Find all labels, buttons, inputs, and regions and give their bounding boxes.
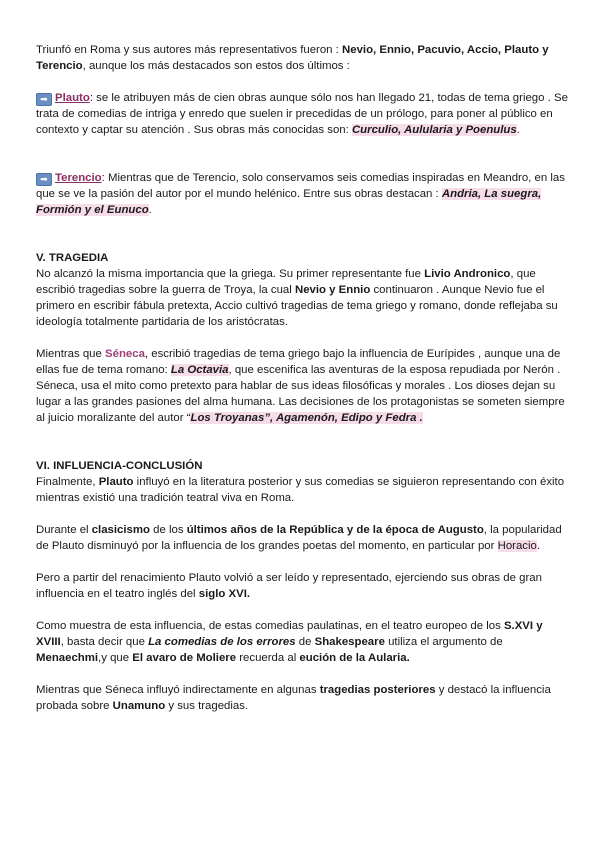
tragedia-paragraph-3 <box>36 378 568 426</box>
bold-term: siglo XVI. <box>198 588 251 600</box>
text: No alcanzó la misma importancia que la griega. Su primer representante fue <box>36 268 425 280</box>
text: , aunque los más destacados son estos dos últimos : <box>82 60 350 72</box>
bold-term: clasicismo <box>91 524 150 536</box>
influencia-paragraph-3 <box>36 570 568 602</box>
text: , escribió tragedias de tema griego bajo la influencia de Eurípides , aunque una de ellas fue de tema romano: <box>36 348 561 376</box>
octavia-title: La Octavia <box>170 364 229 376</box>
text: Pero a partir del renacimiento Plauto volvió a ser leído y representado, ejerciendo sus obras de gran influencia en el teatro inglés del <box>36 572 542 600</box>
influencia-paragraph-5 <box>36 682 568 714</box>
bold-term: últimos años de la República y de la época de Augusto <box>186 524 484 536</box>
bold-term: Nevio y Ennio <box>294 284 371 296</box>
text: , la popularidad de Plauto disminuyó por la influencia de los grandes poetas del momento, en particular por <box>36 524 562 552</box>
text: de <box>295 636 315 648</box>
text: . <box>516 124 520 136</box>
seneca-name: Séneca <box>105 348 145 360</box>
authors-list: Nevio, Ennio, Pacuvio, Accio, Plauto y Terencio <box>36 44 549 72</box>
bold-term: Plauto <box>98 476 134 488</box>
right-arrow-icon: ➡ <box>36 93 52 106</box>
bold-italic-term: La comedias de los errores <box>148 636 296 648</box>
text: : se le atribuyen más de cien obras aunque sólo nos han llegado 21, todas de tema griego . Se trata de comedias de intriga y enredo que suelen ir precedidas de un prólogo, para poner al público en contexto y captar su atención . Sus obras más conocidas son: <box>36 92 568 136</box>
bold-term: Shakespeare <box>314 636 385 648</box>
text: Triunfó en Roma y sus autores más representativos fueron : <box>36 44 343 56</box>
text: , que escenifica las aventuras de la esposa repudiada por Nerón . <box>228 364 561 376</box>
influencia-paragraph-1 <box>36 474 568 506</box>
tragedia-paragraph-1 <box>36 266 568 330</box>
text: Finalmente, <box>36 476 99 488</box>
text: Mientras que Séneca influyó indirectamente en algunas <box>36 684 320 696</box>
text: de los <box>149 524 187 536</box>
terencio-paragraph <box>36 170 568 218</box>
terencio-works: Andria, La suegra, Formión y el Eunuco <box>36 188 542 216</box>
text: , basta decir que <box>60 636 149 648</box>
bold-term: tragedias posteriores <box>319 684 436 696</box>
text: continuaron . Aunque Nevio fue el primero en escribir fábula pretexta, Accio cultivó tragedias de tema griego y romano, donde reflejaba su ideología totalmente partidaria de los aristócratas. <box>36 284 558 328</box>
influencia-paragraph-2 <box>36 522 568 554</box>
text: y sus tragedias. <box>165 700 249 712</box>
intro-paragraph <box>36 42 568 74</box>
text: Como muestra de esta influencia, de estas comedias paulatinas, en el teatro europeo de los <box>36 620 504 632</box>
terencio-link[interactable]: Terencio <box>55 172 102 184</box>
text: , que escribió tragedias sobre la guerra de Troya, la cual <box>36 268 536 296</box>
seneca-works: Los Troyanas”, Agamenón, Edipo y Fedra . <box>190 412 423 424</box>
text: . <box>536 540 541 552</box>
tragedia-paragraph-2 <box>36 346 568 378</box>
bold-term: El avaro de Moliere <box>132 652 237 664</box>
text: ,y que <box>98 652 133 664</box>
plauto-link[interactable]: Plauto <box>55 92 90 104</box>
text: Mientras que <box>36 348 106 360</box>
plauto-paragraph <box>36 90 568 138</box>
bold-term: Livio Andronico <box>424 268 511 280</box>
bold-term: Unamuno <box>112 700 166 712</box>
text: Durante el <box>36 524 92 536</box>
influencia-paragraph-4 <box>36 618 568 666</box>
text: utiliza el argumento de <box>384 636 503 648</box>
section-heading-tragedia: V. TRAGEDIA <box>36 252 109 264</box>
plauto-works: Curculio, Aulularia y Poenulus <box>351 124 517 136</box>
text: influyó en la literatura posterior y sus comedias se siguieron representando con éxito mientras existió una tradición teatral viva en Roma. <box>36 476 565 504</box>
text: Séneca, usa el mito como pretexto para hablar de sus ideas filosóficas y morales . Los dioses dejan su lugar a las grandes pasiones del alma humana. Las decisiones de los protagonistas se someten siempre al juicio moralizante del autor “ <box>36 380 565 424</box>
document-page <box>36 42 568 714</box>
section-heading-influencia: VI. INFLUENCIA-CONCLUSIÓN <box>36 460 203 472</box>
horacio-name: Horacio <box>497 540 537 552</box>
text: . <box>148 204 152 216</box>
bold-term: Menaechmi <box>36 652 99 664</box>
bold-term: eución de la Aularia. <box>299 652 410 664</box>
text: : Mientras que de Terencio, solo conservamos seis comedias inspiradas en Meandro, en las que se ve la pasión del autor por el mundo helénico. Entre sus obras destacan : <box>36 172 565 200</box>
text: recuerda al <box>236 652 300 664</box>
bold-term: S.XVI y XVIII <box>36 620 543 648</box>
text: y destacó la influencia probada sobre <box>36 684 551 712</box>
right-arrow-icon: ➡ <box>36 173 52 186</box>
